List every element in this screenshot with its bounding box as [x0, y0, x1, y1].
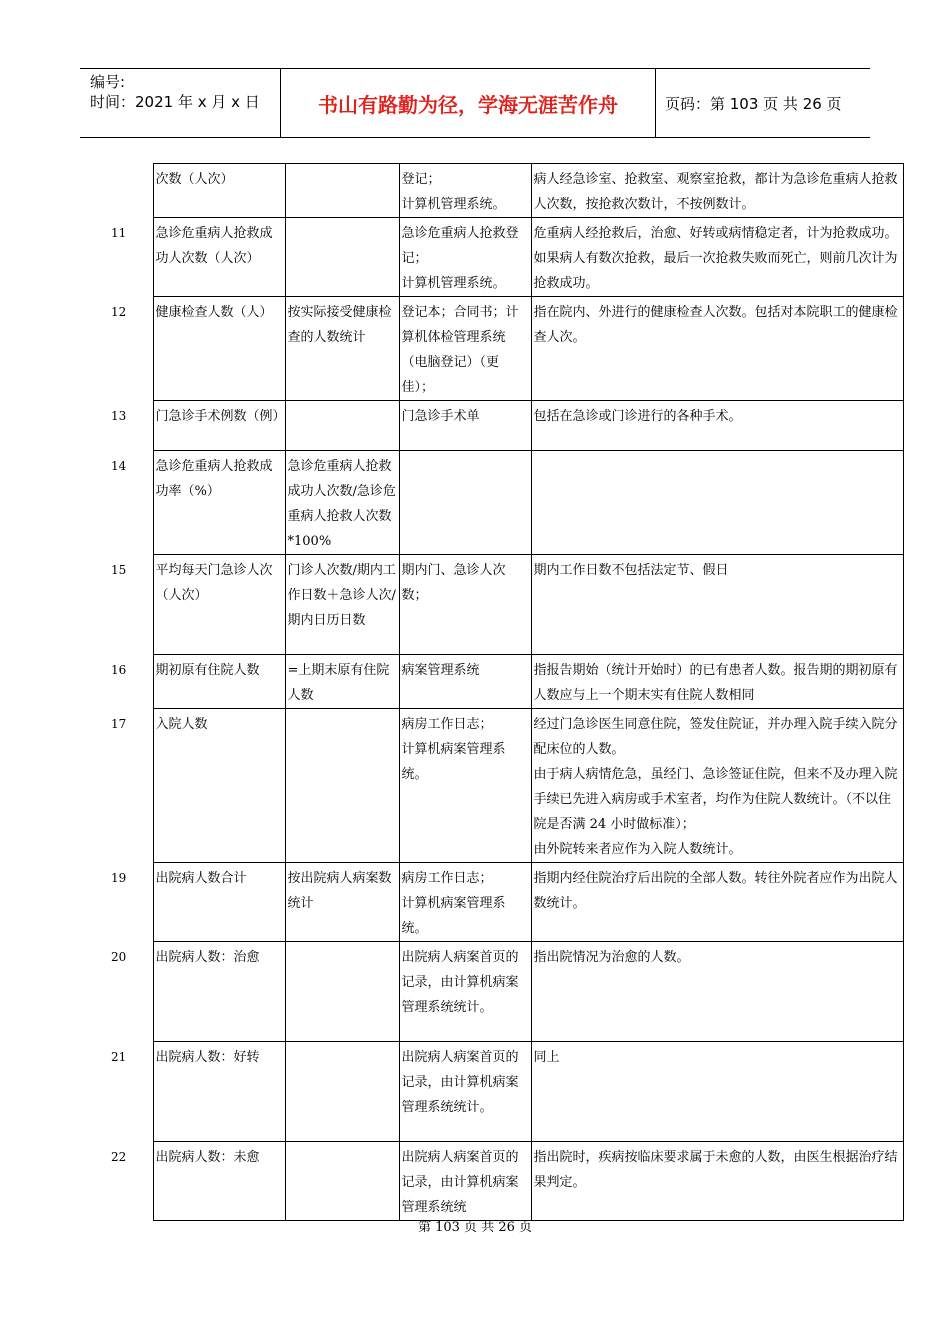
table-row: [109, 1142, 903, 1221]
table-row: [109, 401, 903, 451]
row-number: 21: [111, 1049, 127, 1064]
calc-method: 门诊人次数/期内工作日数＋急诊人次/期内日历日数: [285, 555, 399, 655]
row-number: [109, 164, 153, 218]
indicator-name: 入院人数: [153, 709, 285, 863]
row-number: 15: [111, 562, 127, 577]
time-label: 时间：2021 年 x 月 x 日: [90, 93, 260, 111]
indicator-note: 指出院情况为治愈的人数。: [531, 942, 903, 1042]
indicator-note: 期内工作日数不包括法定节、假日: [531, 555, 903, 655]
data-source: 出院病人病案首页的记录，由计算机病案管理系统统计。: [399, 942, 531, 1042]
table-row: [109, 942, 903, 1042]
data-source: 病房工作日志； 计算机病案管理系统。: [399, 863, 531, 942]
calc-method: [285, 1042, 399, 1142]
indicator-note: 指出院时，疾病按临床要求属于未愈的人数，由医生根据治疗结果判定。: [531, 1142, 903, 1221]
data-source: 病房工作日志； 计算机病案管理系统。: [399, 709, 531, 863]
serial-label: 编号:: [90, 73, 126, 91]
header-meta: [80, 69, 281, 137]
table-body: [109, 164, 903, 1221]
table-row: [109, 709, 903, 863]
indicator-note: 经过门急诊医生同意住院，签发住院证，并办理入院手续入院分配床位的人数。 由于病人病情危急，虽经门、急诊签证住院，但来不及办理入院手续已先进入病房或手术室者，均作为住院人数统计。（不以住院是否满 24 小时做标准）； 由外院转来者应作为入院人数统计。: [531, 709, 903, 863]
table-row: [109, 863, 903, 942]
data-source: [399, 451, 531, 555]
page-label: 页码：第 103 页 共 26 页: [665, 94, 842, 113]
indicator-name: 出院病人数：治愈: [153, 942, 285, 1042]
indicator-name: 门急诊手术例数（例）: [153, 401, 285, 451]
data-source: 病案管理系统: [399, 655, 531, 709]
data-source: 出院病人病案首页的记录，由计算机病案管理系统统: [399, 1142, 531, 1221]
calc-method: [285, 401, 399, 451]
table-row: [109, 164, 903, 218]
data-source: 登记本；合同书；计算机体检管理系统（电脑登记）（更佳）；: [399, 297, 531, 401]
indicator-note: [531, 451, 903, 555]
row-number: 17: [111, 716, 127, 731]
indicator-note: 危重病人经抢救后，治愈、好转或病情稳定者，计为抢救成功。如果病人有数次抢救，最后一次抢救失败而死亡，则前几次计为抢救成功。: [531, 218, 903, 297]
page-footer: 第 103 页 共 26 页: [417, 1220, 533, 1235]
indicator-name: 健康检查人数（人）: [153, 297, 285, 401]
indicator-name: 平均每天门急诊人次（人次）: [153, 555, 285, 655]
calc-method: [285, 164, 399, 218]
indicator-note: 病人经急诊室、抢救室、观察室抢救，都计为急诊危重病人抢救人次数，按抢救次数计，不按例数计。: [531, 164, 903, 218]
indicator-note: 指期内经住院治疗后出院的全部人数。转往外院者应作为出院人数统计。: [531, 863, 903, 942]
row-number: 20: [111, 949, 127, 964]
indicator-name: 次数（人次）: [153, 164, 285, 218]
indicator-name: 期初原有住院人数: [153, 655, 285, 709]
indicator-note: 指在院内、外进行的健康检查人次数。包括对本院职工的健康检查人次。: [531, 297, 903, 401]
data-source: 急诊危重病人抢救登记； 计算机管理系统。: [399, 218, 531, 297]
calc-method: 急诊危重病人抢救成功人次数/急诊危重病人抢救人次数*100%: [285, 451, 399, 555]
indicator-name: 出院病人数：好转: [153, 1042, 285, 1142]
row-number: 16: [111, 662, 127, 677]
table-row: [109, 655, 903, 709]
statistics-table: [109, 163, 904, 1221]
indicator-note: 同上: [531, 1042, 903, 1142]
data-source: 出院病人病案首页的记录，由计算机病案管理系统统计。: [399, 1042, 531, 1142]
motto: 书山有路勤为径，学海无涯苦作舟: [281, 69, 656, 137]
row-number: 11: [111, 225, 127, 240]
table-row: [109, 297, 903, 401]
calc-method: [285, 709, 399, 863]
table-row: [109, 451, 903, 555]
calc-method: =上期末原有住院人数: [285, 655, 399, 709]
indicator-note: 包括在急诊或门诊进行的各种手术。: [531, 401, 903, 451]
row-number: 22: [111, 1149, 127, 1164]
calc-method: [285, 1142, 399, 1221]
indicator-name: 出院病人数：未愈: [153, 1142, 285, 1221]
data-source: 门急诊手术单: [399, 401, 531, 451]
table-row: [109, 1042, 903, 1142]
indicator-note: 指报告期始（统计开始时）的已有患者人数。报告期的期初原有人数应与上一个期末实有住院人数相同: [531, 655, 903, 709]
indicator-name: 出院病人数合计: [153, 863, 285, 942]
row-number: 19: [111, 870, 127, 885]
table-row: [109, 218, 903, 297]
row-number: 13: [111, 408, 127, 423]
page-header: [80, 68, 870, 138]
calc-method: 按实际接受健康检查的人数统计: [285, 297, 399, 401]
calc-method: [285, 218, 399, 297]
row-number: 14: [111, 458, 127, 473]
data-source: 登记； 计算机管理系统。: [399, 164, 531, 218]
row-number: 12: [111, 304, 127, 319]
indicator-name: 急诊危重病人抢救成功率（%）: [153, 451, 285, 555]
calc-method: [285, 942, 399, 1042]
table-row: [109, 555, 903, 655]
calc-method: 按出院病人病案数统计: [285, 863, 399, 942]
data-source: 期内门、急诊人次数；: [399, 555, 531, 655]
indicator-name: 急诊危重病人抢救成功人次数（人次）: [153, 218, 285, 297]
